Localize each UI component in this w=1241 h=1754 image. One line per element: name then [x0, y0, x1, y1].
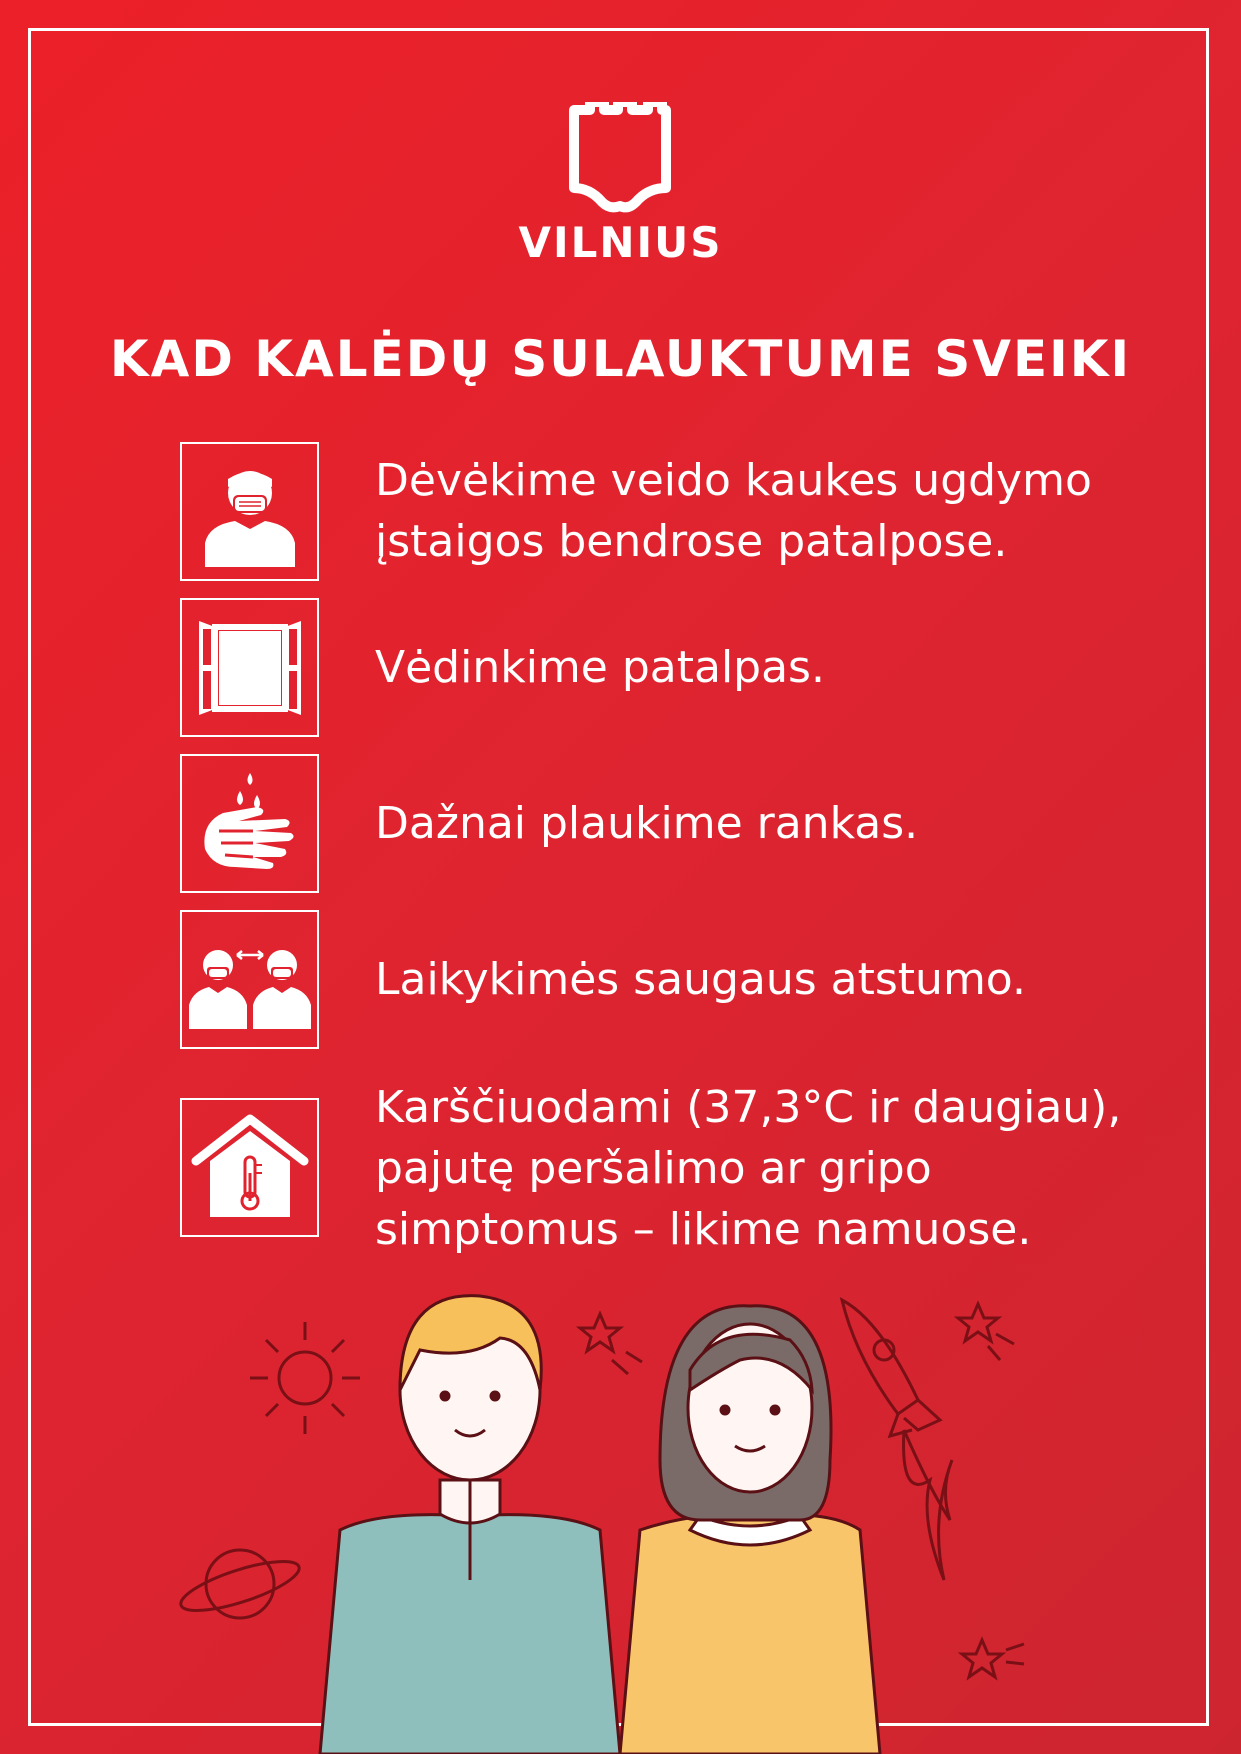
social-distance-icon: [180, 910, 319, 1049]
face-mask-icon: [180, 442, 319, 581]
page-title: KAD KALĖDŲ SULAUKTUME SVEIKI: [109, 330, 1132, 388]
rule-text-wash-hands: Dažnai plaukime rankas.: [375, 798, 919, 849]
boy-figure: [320, 1296, 620, 1754]
sun-icon: [250, 1322, 360, 1434]
rule-text-stay-home: Karščiuodami (37,3°C ir daugiau), pajutę peršalimo ar gripo simptomus – likime namuose.: [375, 1082, 1122, 1255]
children-illustration: [0, 1280, 1241, 1754]
hand-washing-icon: [180, 754, 319, 893]
rule-text-ventilate: Vėdinkime patalpas.: [375, 642, 825, 693]
castle-tower-icon: [560, 102, 680, 214]
home-thermometer-icon: [180, 1098, 319, 1237]
brand-name: VILNIUS: [518, 218, 723, 267]
girl-figure: [620, 1306, 880, 1754]
open-window-icon: [180, 598, 319, 737]
rule-text-mask: Dėvėkime veido kaukes ugdymo įstaigos bendrose patalpose.: [375, 455, 1092, 567]
rule-text-distance: Laikykimės saugaus atstumo.: [375, 954, 1026, 1005]
planet-icon: [176, 1550, 304, 1620]
